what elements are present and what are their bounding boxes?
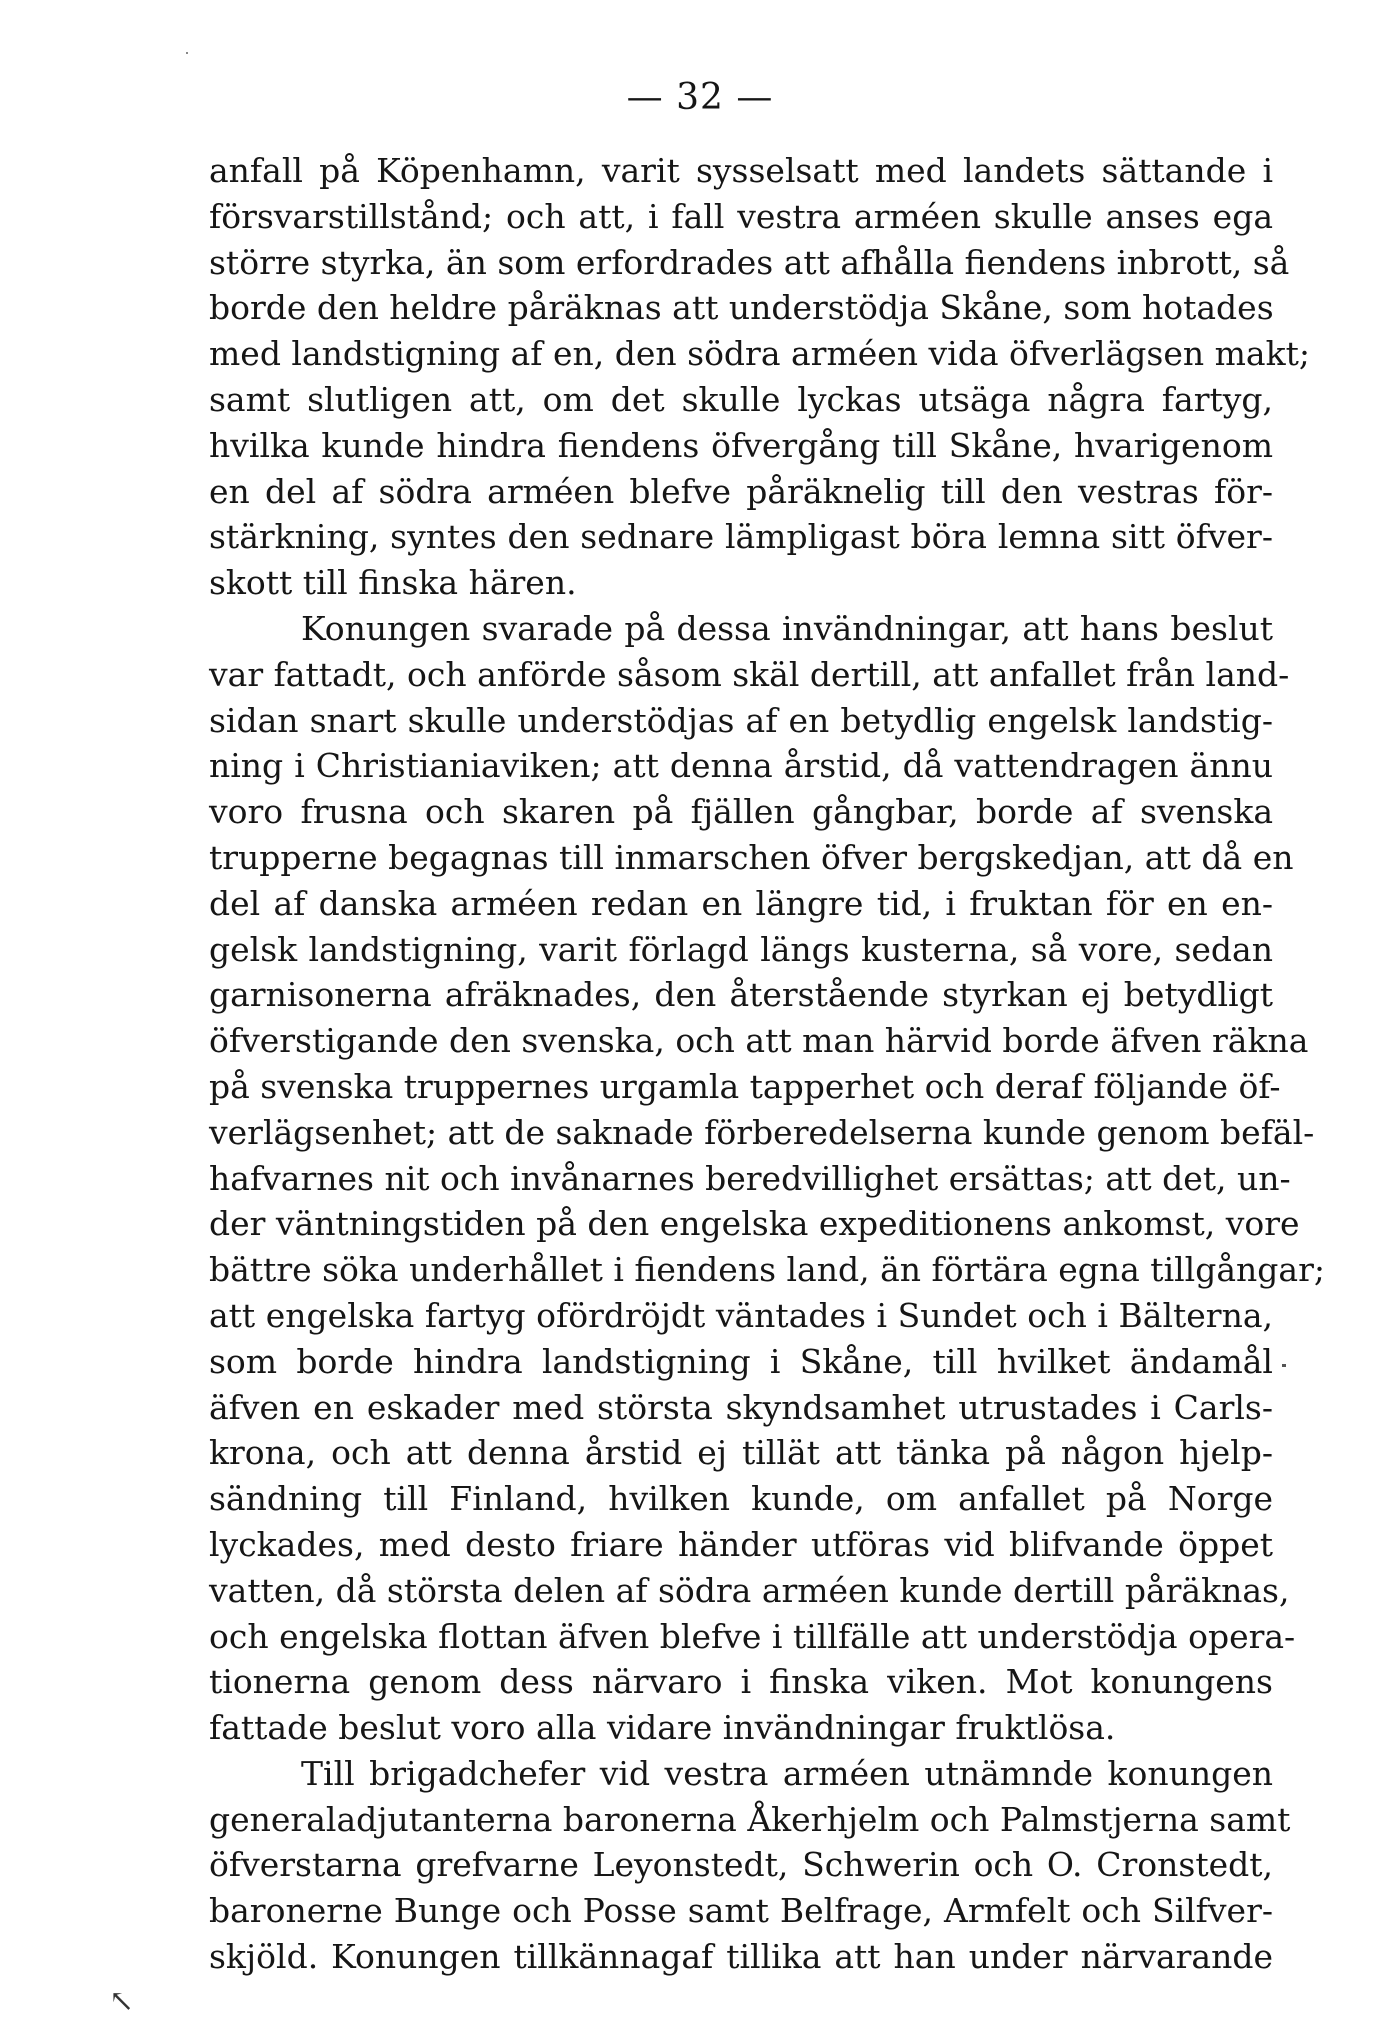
text-line: vatten, då största delen af södra arméen kunde dertill påräknas,	[209, 1570, 1290, 1610]
text-line: borde den heldre påräknas att understödja Skåne, som hotades	[209, 288, 1274, 328]
text-line: äfven en eskader med största skyndsamhet utrustades i Carls-	[209, 1387, 1273, 1427]
text-line: bättre söka underhållet i fiendens land, än förtära egna tillgångar;	[209, 1250, 1325, 1290]
paragraph-start-line: Konungen svarade på dessa invändningar, att hans beslut	[301, 608, 1273, 648]
margin-mark: ↖	[109, 1984, 135, 2019]
text-line: större styrka, än som erfordrades att afhålla fiendens inbrott, så	[209, 242, 1290, 282]
text-line: med landstigning af en, den södra arméen vida öfverlägsen makt;	[209, 334, 1310, 374]
text-line: verlägsenhet; att de saknade förberedelserna kunde genom befäl-	[209, 1112, 1315, 1152]
text-line: gelsk landstigning, varit förlagd längs kusterna, så vore, sedan	[209, 929, 1273, 969]
text-line: krona, och att denna årstid ej tillät att tänka på någon hjelp-	[209, 1433, 1273, 1473]
text-line: generaladjutanterna baronerna Åkerhjelm och Palmstjerna samt	[209, 1799, 1291, 1839]
body-text	[209, 148, 1325, 1980]
text-line: lyckades, med desto friare händer utföras vid blifvande öppet	[209, 1524, 1273, 1564]
text-line: samt slutligen att, om det skulle lyckas utsäga några fartyg,	[209, 379, 1273, 419]
text-line: garnisonerna afräknades, den återstående styrkan ej betydligt	[209, 975, 1273, 1015]
paragraph-start-line: Till brigadchefer vid vestra arméen utnämnde konungen	[301, 1753, 1273, 1793]
margin-speck	[1282, 1364, 1286, 1367]
paragraph-end-line: skott till finska hären.	[209, 563, 577, 603]
text-line: öfverstarna grefvarne Leyonstedt, Schwerin och O. Cronstedt,	[209, 1845, 1273, 1885]
text-line: och engelska flottan äfven blefve i tillfälle att understödja opera-	[209, 1616, 1296, 1656]
page-number: — 32 —	[626, 77, 774, 118]
text-line: trupperne begagnas till inmarschen öfver bergskedjan, att då en	[209, 837, 1294, 877]
text-line: hvilka kunde hindra fiendens öfvergång till Skåne, hvarigenom	[209, 425, 1273, 465]
text-line: stärkning, syntes den sednare lämpligast böra lemna sitt öfver-	[209, 517, 1273, 557]
margin-speck	[186, 52, 188, 54]
text-line: anfall på Köpenhamn, varit sysselsatt med landets sättande i	[209, 151, 1273, 190]
text-line: baronerne Bunge och Posse samt Belfrage, Armfelt och Silfver-	[209, 1891, 1273, 1931]
text-line: hafvarnes nit och invånarnes beredvillighet ersättas; att det, un-	[209, 1158, 1291, 1198]
paragraph-end-line: fattade beslut voro alla vidare invändningar fruktlösa.	[209, 1708, 1116, 1748]
text-line: öfverstigande den svenska, och att man härvid borde äfven räkna	[209, 1021, 1309, 1061]
text-line: en del af södra arméen blefve påräknelig till den vestras för-	[209, 471, 1273, 511]
text-line: försvarstillstånd; och att, i fall vestra arméen skulle anses ega	[209, 196, 1273, 236]
text-line: der väntningstiden på den engelska expeditionens ankomst, vore	[209, 1204, 1300, 1244]
text-line: tionerna genom dess närvaro i finska viken. Mot konungens	[209, 1662, 1273, 1702]
text-line: del af danska arméen redan en längre tid, i fruktan för en en-	[209, 883, 1273, 923]
text-line: var fattadt, och anförde såsom skäl dertill, att anfallet från land-	[209, 654, 1290, 694]
text-line: skjöld. Konungen tillkännagaf tillika att han under närvarande	[209, 1937, 1273, 1977]
text-line: sidan snart skulle understödjas af en betydlig engelsk landstig-	[209, 700, 1273, 740]
text-line: på svenska truppernes urgamla tapperhet och deraf följande öf-	[209, 1066, 1281, 1106]
text-line: som borde hindra landstigning i Skåne, till hvilket ändamål	[209, 1341, 1273, 1381]
text-line: sändning till Finland, hvilken kunde, om anfallet på Norge	[209, 1479, 1273, 1519]
text-line: ning i Christianiaviken; att denna årstid, då vattendragen ännu	[209, 746, 1273, 786]
text-line: att engelska fartyg ofördröjdt väntades i Sundet och i Bälterna,	[209, 1295, 1273, 1335]
text-line: voro frusna och skaren på fjällen gångbar, borde af svenska	[209, 792, 1273, 832]
